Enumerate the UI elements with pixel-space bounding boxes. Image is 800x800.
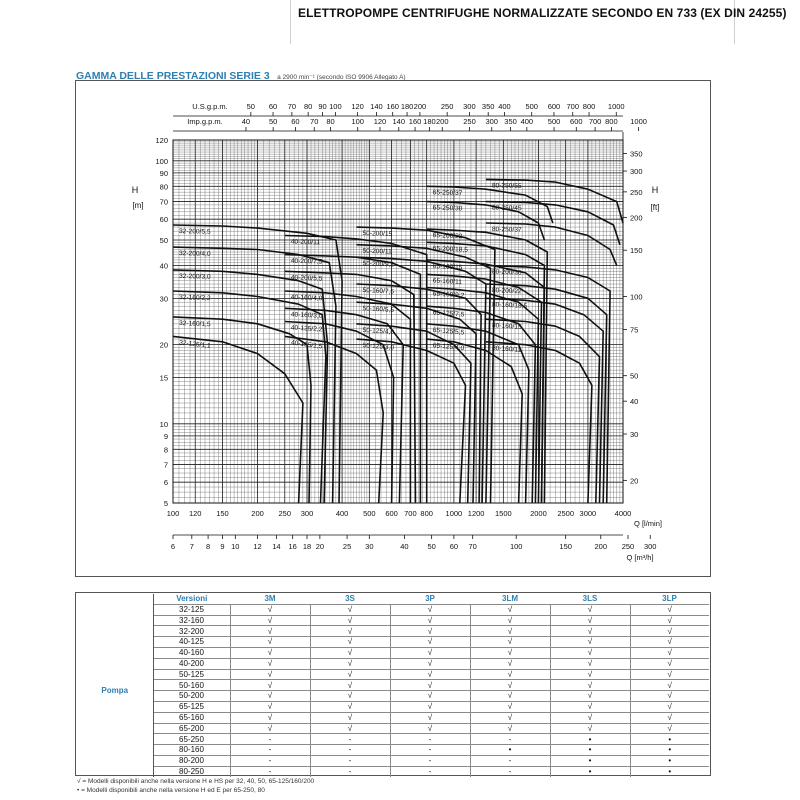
x-tick-label-m3h: 60	[449, 542, 459, 551]
availability-cell: √	[230, 669, 310, 680]
curve-label: 65-160/11	[432, 277, 463, 287]
availability-cell: •	[630, 734, 709, 745]
availability-cell: -	[230, 734, 310, 745]
x-axis-label-usgpm: U.S.g.p.m.	[192, 102, 228, 111]
compat-row	[77, 669, 709, 680]
curve-label: 80-250/37	[491, 226, 522, 234]
y-tick-label-m: 60	[159, 215, 168, 225]
availability-cell: √	[390, 647, 470, 658]
compat-row	[77, 680, 709, 691]
pump-model: 50-200	[153, 691, 230, 702]
curve-label: 80-160/15	[491, 322, 522, 331]
availability-cell: √	[550, 701, 630, 712]
x-tick-label-impgpm: 600	[570, 117, 583, 126]
y-tick-label-ft: 20	[630, 476, 639, 486]
header-col-3lp: 3LP	[662, 594, 677, 604]
x-tick-label-lmin: 600	[385, 509, 398, 518]
availability-cell: √	[550, 691, 630, 702]
availability-cell: √	[390, 604, 470, 615]
curve-label: 80-200/30	[491, 268, 522, 277]
header-col-3s: 3S	[345, 594, 355, 604]
availability-cell: -	[230, 755, 310, 766]
curve-label: 40-125/2,2	[290, 324, 323, 334]
y-tick-label-m: 5	[163, 499, 168, 508]
footnote-dot: • = Modelli disponibili anche nella versione H ed E per 65-250, 80	[77, 787, 265, 794]
availability-cell: •	[630, 766, 709, 776]
x-tick-label-lmin: 3000	[579, 509, 597, 518]
curve-label: 65-250/30	[432, 204, 463, 213]
y-tick-label-ft: 200	[630, 213, 643, 223]
x-axis-label-lmin: Q [l/min]	[634, 519, 662, 528]
curve-label: 65-160/15	[432, 262, 463, 272]
availability-cell: √	[230, 680, 310, 691]
section-subtitle: a 2900 min⁻¹ (secondo ISO 9906 Allegato A)	[277, 74, 406, 81]
compat-row	[77, 701, 709, 712]
x-tick-label-m3h: 16	[288, 542, 297, 551]
y-tick-label-ft: 250	[630, 187, 643, 197]
compat-row	[77, 755, 709, 766]
x-tick-label-usgpm: 300	[463, 102, 476, 111]
availability-cell: √	[390, 637, 470, 648]
x-tick-label-usgpm: 140	[370, 102, 383, 111]
x-tick-label-usgpm: 250	[440, 102, 454, 111]
compat-row	[77, 637, 709, 648]
x-tick-label-usgpm: 600	[547, 102, 561, 111]
x-axis-label-impgpm: Imp.g.p.m.	[187, 117, 223, 126]
curve-label: 50-160/7,5	[362, 287, 395, 296]
row-label-pompa: Pompa	[101, 685, 129, 695]
compat-row	[77, 615, 709, 626]
pump-model: 40-125	[153, 637, 230, 648]
availability-cell: √	[630, 637, 709, 648]
y-axis-label-right: H	[651, 185, 659, 195]
pump-model: 65-200	[153, 723, 230, 734]
x-tick-label-m3h: 30	[365, 542, 374, 551]
x-tick-label-lmin: 250	[278, 509, 292, 518]
availability-cell: √	[630, 669, 709, 680]
header-col-3m: 3M	[264, 594, 276, 604]
x-tick-label-lmin: 1500	[495, 509, 512, 518]
curve-label: 40-200/7,5	[290, 257, 323, 266]
x-tick-label-m3h: 50	[427, 542, 436, 551]
availability-cell: √	[390, 712, 470, 723]
header-versions: Versioni	[153, 594, 230, 604]
y-tick-label-ft: 75	[630, 325, 639, 335]
availability-cell: -	[230, 766, 310, 776]
x-tick-label-impgpm: 500	[547, 117, 561, 126]
y-tick-label-m: 50	[159, 235, 168, 245]
availability-cell: -	[390, 745, 470, 756]
header-col-3lm: 3LM	[502, 594, 518, 604]
availability-cell: •	[550, 766, 630, 776]
x-tick-label-usgpm: 90	[318, 102, 327, 111]
y-tick-label-ft: 300	[630, 167, 643, 177]
availability-cell: •	[630, 755, 709, 766]
y-tick-label-m: 120	[155, 136, 168, 145]
curve-label: 65-160/9,2	[432, 290, 465, 300]
availability-cell: √	[630, 647, 709, 658]
curve-32-125/1,1	[173, 336, 303, 503]
x-tick-label-impgpm: 80	[326, 117, 335, 126]
availability-cell: √	[230, 658, 310, 669]
y-tick-label-ft: 350	[630, 149, 643, 159]
availability-cell: √	[470, 647, 550, 658]
availability-cell: √	[230, 701, 310, 712]
availability-cell: -	[310, 734, 390, 745]
x-tick-label-impgpm: 1000	[630, 117, 647, 126]
x-tick-label-m3h: 6	[170, 542, 176, 551]
availability-cell: √	[310, 680, 390, 691]
availability-cell: √	[630, 615, 709, 626]
compat-row	[77, 734, 709, 745]
availability-cell: √	[310, 626, 390, 637]
x-tick-label-m3h: 18	[302, 542, 312, 551]
x-tick-label-lmin: 2000	[530, 509, 547, 518]
availability-cell: √	[310, 701, 390, 712]
pump-model: 65-250	[153, 734, 230, 745]
curve-label: 40-200/11	[290, 238, 321, 247]
x-tick-label-usgpm: 350	[481, 102, 495, 111]
availability-cell: √	[390, 723, 470, 734]
availability-cell: √	[470, 637, 550, 648]
x-tick-label-lmin: 2500	[557, 509, 575, 518]
compat-table	[77, 594, 709, 777]
availability-cell: √	[550, 637, 630, 648]
curve-label: 32-200/5,5	[178, 228, 211, 236]
availability-cell: √	[550, 712, 630, 723]
availability-cell: √	[230, 615, 310, 626]
x-tick-label-impgpm: 70	[310, 117, 319, 126]
x-tick-label-lmin: 400	[335, 509, 349, 518]
x-tick-label-lmin: 800	[420, 509, 433, 518]
pump-model: 40-160	[153, 647, 230, 658]
availability-cell: √	[630, 658, 709, 669]
availability-cell: √	[550, 723, 630, 734]
availability-cell: √	[630, 712, 709, 723]
y-tick-label-m: 8	[163, 445, 168, 455]
curve-label: 65-125/7,5	[432, 309, 465, 319]
curve-label: 50-200/11	[362, 247, 392, 256]
availability-cell: -	[310, 755, 390, 766]
pump-model: 40-200	[153, 658, 230, 669]
curve-label: 40-160/3,0	[290, 311, 323, 320]
x-tick-label-m3h: 8	[206, 542, 211, 551]
availability-cell: √	[630, 691, 709, 702]
availability-cell: -	[230, 745, 310, 756]
availability-cell: √	[550, 604, 630, 615]
x-tick-label-lmin: 150	[216, 509, 229, 518]
y-axis-unit-right: [ft]	[650, 203, 660, 212]
curve-32-200/3,0	[173, 270, 328, 503]
availability-cell: √	[310, 637, 390, 648]
availability-cell: √	[390, 626, 470, 637]
curve-label: 80-250/55	[491, 182, 522, 190]
curve-label: 32-160/2,2	[178, 293, 211, 303]
availability-cell: √	[310, 658, 390, 669]
x-tick-label-impgpm: 40	[241, 117, 251, 126]
availability-cell: √	[550, 626, 630, 637]
availability-cell: √	[310, 712, 390, 723]
x-tick-label-impgpm: 100	[351, 117, 364, 126]
availability-cell: √	[630, 604, 709, 615]
curve-label: 50-125/4,0	[362, 326, 395, 336]
availability-cell: -	[310, 766, 390, 776]
availability-cell: √	[230, 712, 310, 723]
pump-model: 50-125	[153, 669, 230, 680]
y-tick-label-m: 20	[159, 340, 168, 350]
availability-cell: -	[470, 766, 550, 776]
availability-cell: √	[470, 604, 550, 615]
x-tick-label-m3h: 70	[468, 542, 477, 551]
compat-row	[77, 691, 709, 702]
availability-cell: √	[630, 723, 709, 734]
compat-row	[77, 626, 709, 637]
availability-cell: √	[230, 691, 310, 702]
availability-cell: √	[310, 647, 390, 658]
availability-cell: √	[390, 680, 470, 691]
y-tick-label-ft: 50	[630, 371, 639, 381]
availability-cell: •	[470, 745, 550, 756]
x-tick-label-impgpm: 160	[408, 117, 422, 126]
availability-cell: √	[470, 615, 550, 626]
x-tick-label-usgpm: 70	[287, 102, 297, 111]
x-axis-label-m3h: Q [m³/h]	[626, 553, 654, 562]
availability-cell: •	[550, 755, 630, 766]
availability-cell: -	[390, 734, 470, 745]
compat-row	[77, 723, 709, 734]
x-tick-label-impgpm: 50	[268, 117, 278, 126]
x-tick-label-impgpm: 300	[485, 117, 498, 126]
curve-label: 40-125/1,5	[290, 339, 323, 351]
x-tick-label-lmin: 1200	[467, 509, 485, 518]
pump-model: 80-200	[153, 755, 230, 766]
x-tick-label-usgpm: 120	[351, 102, 364, 111]
x-tick-label-usgpm: 180	[400, 102, 414, 111]
curve-label: 50-125/3,0	[362, 342, 395, 352]
y-tick-label-ft: 150	[630, 246, 643, 256]
x-tick-label-lmin: 4000	[614, 509, 632, 518]
availability-cell: √	[470, 723, 550, 734]
x-tick-label-impgpm: 120	[373, 117, 387, 126]
y-tick-label-m: 90	[159, 168, 168, 178]
x-tick-label-impgpm: 400	[520, 117, 534, 126]
availability-cell: √	[390, 669, 470, 680]
availability-cell: √	[230, 626, 310, 637]
x-tick-label-lmin: 500	[363, 509, 376, 518]
availability-cell: •	[550, 745, 630, 756]
curve-label: 32-160/1,5	[178, 319, 211, 329]
x-tick-label-usgpm: 700	[566, 102, 580, 111]
curve-label: 40-160/4,0	[290, 293, 323, 303]
availability-cell: •	[550, 734, 630, 745]
compat-row	[77, 712, 709, 723]
curve-label: 65-200/22	[432, 232, 463, 241]
availability-cell: √	[630, 701, 709, 712]
x-tick-label-impgpm: 140	[392, 117, 406, 126]
y-tick-label-m: 70	[159, 197, 168, 207]
x-tick-label-lmin: 120	[188, 509, 202, 518]
x-tick-label-usgpm: 200	[413, 102, 427, 111]
footnote-check: √ = Modelli disponibili anche nella versione H e HS per 32, 40, 50, 65-125/160/200	[77, 778, 315, 785]
availability-cell: √	[230, 637, 310, 648]
x-tick-label-m3h: 150	[559, 542, 572, 551]
availability-cell: √	[310, 604, 390, 615]
y-tick-label-m: 7	[163, 460, 168, 470]
availability-cell: -	[310, 745, 390, 756]
y-tick-label-ft: 40	[630, 397, 639, 407]
availability-cell: -	[470, 755, 550, 766]
curve-label: 50-200/9,2	[362, 260, 395, 269]
x-tick-label-m3h: 300	[643, 542, 657, 551]
y-axis-label-left: H	[131, 185, 139, 195]
x-tick-label-m3h: 14	[272, 542, 281, 551]
y-tick-label-m: 10	[159, 419, 168, 429]
x-tick-label-m3h: 250	[621, 542, 635, 551]
y-tick-label-m: 6	[163, 478, 168, 488]
availability-cell: √	[470, 691, 550, 702]
y-tick-label-m: 15	[159, 373, 168, 383]
curve-label: 32-200/4,0	[178, 250, 211, 258]
y-tick-label-m: 9	[163, 431, 168, 441]
availability-cell: √	[470, 658, 550, 669]
availability-cell: √	[390, 615, 470, 626]
x-tick-label-lmin: 300	[300, 509, 314, 518]
x-tick-label-impgpm: 350	[504, 117, 517, 126]
curve-label: 65-125/4,0	[432, 342, 465, 353]
y-tick-label-m: 80	[159, 182, 168, 192]
y-tick-label-m: 40	[159, 261, 168, 271]
x-tick-label-usgpm: 60	[268, 102, 278, 111]
availability-cell: √	[470, 712, 550, 723]
x-tick-label-lmin: 100	[166, 509, 180, 518]
x-tick-label-m3h: 12	[253, 542, 262, 551]
availability-cell: √	[310, 691, 390, 702]
availability-cell: √	[550, 658, 630, 669]
compat-row	[77, 766, 709, 776]
x-tick-label-m3h: 40	[400, 542, 409, 551]
curve-label: 32-200/3,0	[178, 272, 211, 281]
y-tick-label-m: 30	[159, 294, 168, 304]
availability-cell: √	[310, 669, 390, 680]
x-tick-label-usgpm: 500	[525, 102, 538, 111]
availability-cell: √	[470, 701, 550, 712]
curve-label: 40-200/5,5	[290, 274, 323, 283]
x-tick-label-impgpm: 700	[588, 117, 602, 126]
availability-cell: √	[630, 680, 709, 691]
x-tick-label-usgpm: 1000	[607, 102, 625, 111]
y-axis-unit-left: [m]	[132, 201, 144, 210]
x-tick-label-usgpm: 800	[582, 102, 596, 111]
availability-cell: √	[230, 647, 310, 658]
page-title: ELETTROPOMPE CENTRIFUGHE NORMALIZZATE SECONDO EN 733 (EX DIN 24255)	[298, 6, 787, 20]
pump-model: 32-160	[153, 615, 230, 626]
availability-cell: √	[230, 604, 310, 615]
x-tick-label-usgpm: 80	[303, 102, 313, 111]
availability-cell: -	[390, 755, 470, 766]
availability-cell: √	[310, 723, 390, 734]
availability-cell: √	[550, 647, 630, 658]
section-title: GAMMA DELLE PRESTAZIONI SERIE 3	[76, 70, 270, 82]
compat-row	[77, 647, 709, 658]
availability-cell: √	[310, 615, 390, 626]
availability-cell: √	[470, 626, 550, 637]
pump-model: 32-200	[153, 626, 230, 637]
x-tick-label-m3h: 200	[594, 542, 608, 551]
header-col-3ls: 3LS	[582, 594, 598, 604]
availability-cell: √	[550, 669, 630, 680]
curve-label: 50-200/15	[362, 230, 393, 238]
header-col-3p: 3P	[425, 594, 435, 604]
availability-cell: √	[390, 658, 470, 669]
curve-label: 65-200/18,5	[432, 245, 469, 254]
availability-cell: √	[550, 615, 630, 626]
availability-cell: √	[550, 680, 630, 691]
header-blank	[77, 594, 153, 604]
pump-model: 65-160	[153, 712, 230, 723]
availability-cell: √	[390, 701, 470, 712]
availability-cell: •	[630, 745, 709, 756]
pump-model: 32-125	[153, 604, 230, 615]
x-tick-label-impgpm: 250	[463, 117, 476, 126]
curve-label: 80-200/22	[491, 287, 522, 296]
x-tick-label-lmin: 200	[251, 509, 264, 518]
x-tick-label-impgpm: 60	[291, 117, 300, 126]
pump-model: 80-250	[153, 766, 230, 776]
curve-label: 80-250/45	[491, 204, 522, 213]
availability-cell: √	[470, 680, 550, 691]
pump-model: 50-160	[153, 680, 230, 691]
y-tick-label-ft: 30	[630, 430, 639, 440]
availability-cell: √	[390, 691, 470, 702]
x-tick-label-usgpm: 400	[498, 102, 511, 111]
curve-label: 80-160/18,5	[491, 301, 528, 311]
availability-cell: √	[630, 626, 709, 637]
x-tick-label-m3h: 100	[509, 542, 523, 551]
x-tick-label-m3h: 25	[342, 542, 352, 551]
compat-row	[77, 745, 709, 756]
availability-cell: √	[470, 669, 550, 680]
x-tick-label-usgpm: 100	[329, 102, 342, 111]
x-tick-label-lmin: 1000	[445, 509, 463, 518]
x-tick-label-m3h: 10	[231, 542, 240, 551]
x-tick-label-m3h: 20	[315, 542, 325, 551]
x-tick-label-impgpm: 180	[423, 117, 436, 126]
curve-label: 50-160/5,5	[362, 305, 395, 314]
compat-row	[77, 604, 709, 615]
curve-label: 65-250/37	[432, 189, 463, 198]
availability-cell: -	[470, 734, 550, 745]
curve-label: 32-125/1,1	[178, 339, 211, 350]
x-tick-label-m3h: 7	[189, 542, 194, 551]
pump-model: 80-160	[153, 745, 230, 756]
curve-label: 80-160/11	[491, 344, 522, 354]
y-tick-label-m: 100	[155, 156, 168, 166]
x-tick-label-impgpm: 800	[605, 117, 618, 126]
availability-cell: -	[390, 766, 470, 776]
compat-row	[77, 658, 709, 669]
availability-cell: √	[230, 723, 310, 734]
y-tick-label-ft: 100	[630, 292, 643, 302]
x-tick-label-lmin: 700	[404, 509, 417, 518]
x-tick-label-impgpm: 200	[436, 117, 449, 126]
x-tick-label-usgpm: 160	[386, 102, 399, 111]
x-tick-label-m3h: 9	[220, 542, 225, 551]
compat-header-row	[77, 594, 709, 604]
pump-model: 65-125	[153, 701, 230, 712]
curve-label: 65-125/5,5	[432, 326, 465, 337]
x-tick-label-usgpm: 50	[246, 102, 255, 111]
